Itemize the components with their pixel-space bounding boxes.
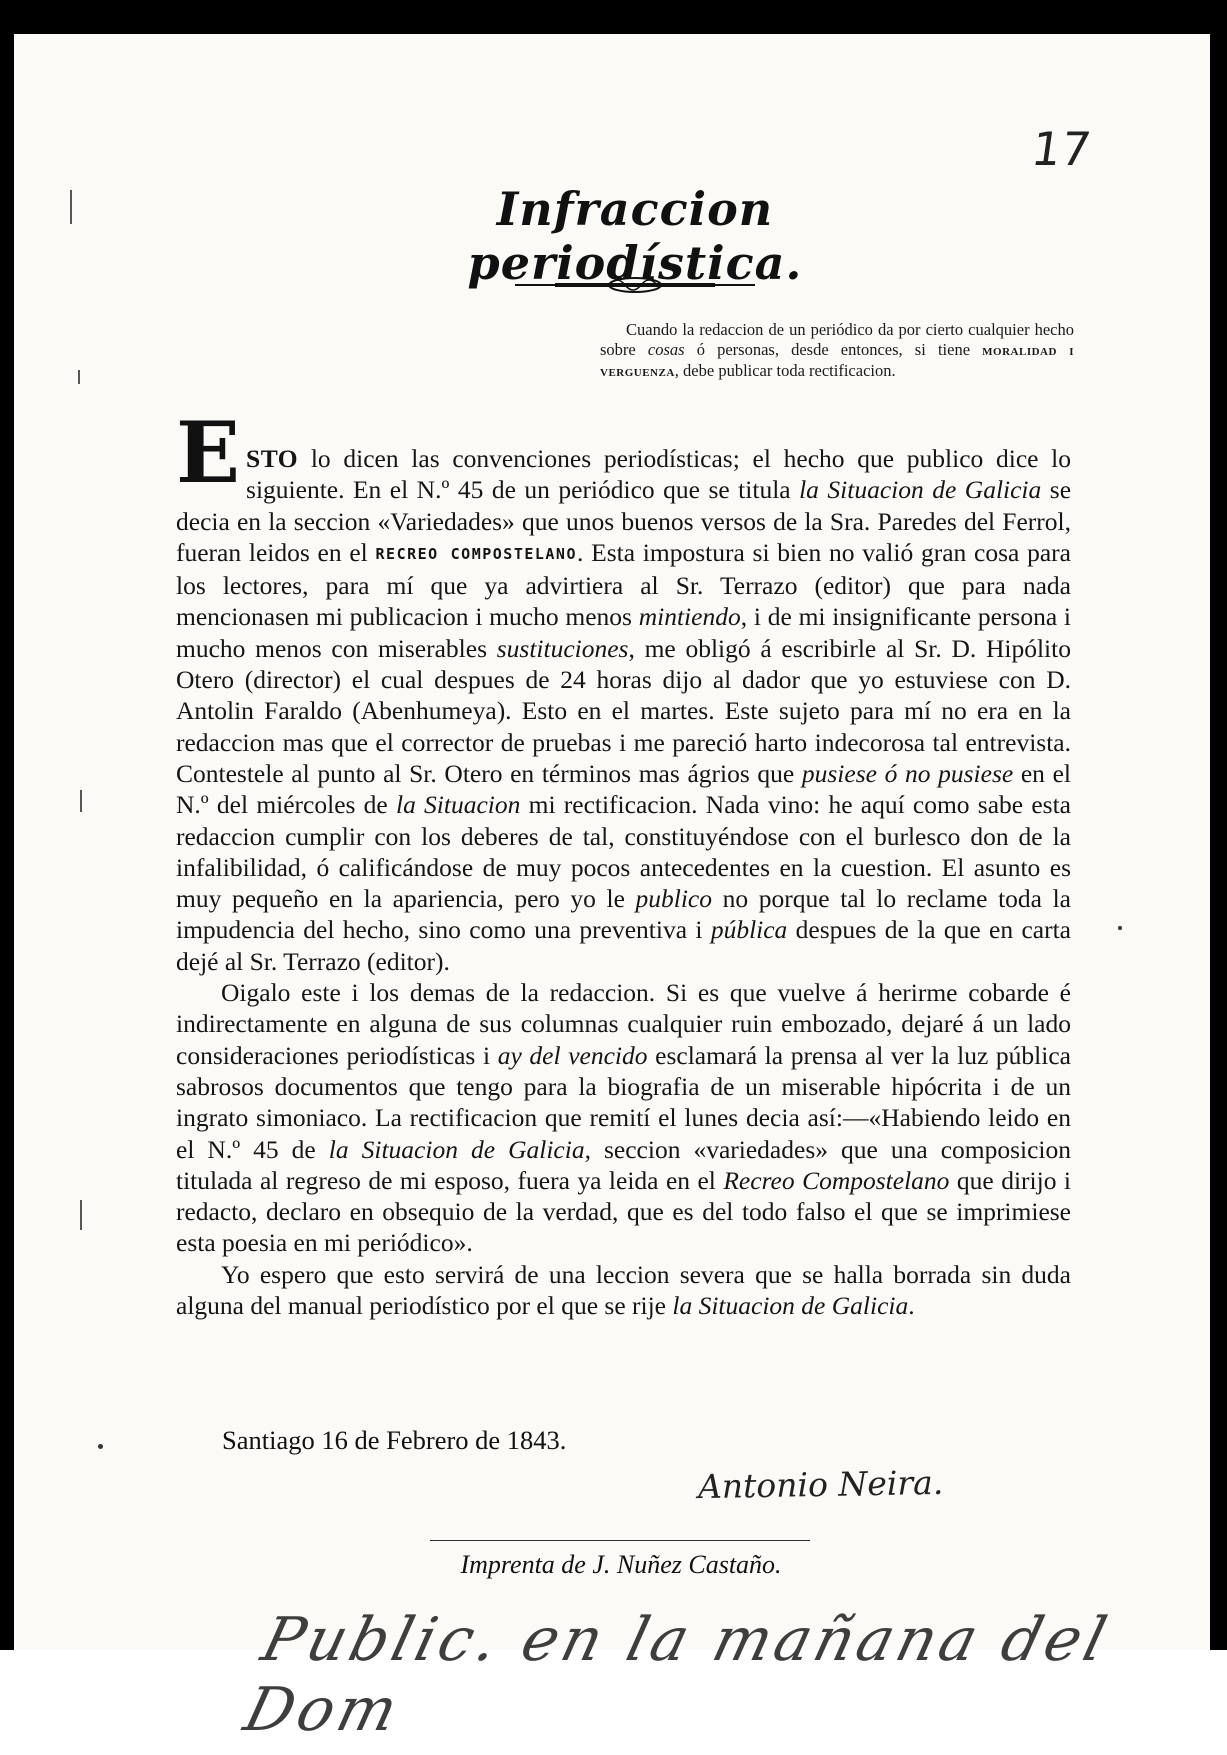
paragraph-3	[176, 1259, 1071, 1322]
body-text: no porque tal lo reclame toda la impudencia del hecho, sino como una preventiva i	[176, 884, 1071, 945]
body-text: , me obligó á escribirle al Sr. D. Hipólito Otero (director) el cual despues de 24 horas dijo al dador que yo estuviese con D. Antolin Faraldo (Abenhumeya). Esto en el martes. Este sujeto para mí no era en la redaccion mas que el corrector de pruebas i me pareció harto indecorosa tal entrevista. Contestele al punto al Sr. Otero en términos mas ágrios que	[176, 633, 1071, 788]
italic-text: mintiendo	[638, 602, 741, 632]
body-text: mi rectificacion. Nada vino: he aquí como sabe esta redaccion cumplir con los deberes de tal, constituyéndose con el burlesco don de la infalibilidad, ó calificándose de muy pocos antecedentes en la cuestion. El asunto es muy pequeño en la apariencia, pero yo le	[176, 790, 1071, 914]
lead-word: STO	[246, 444, 299, 473]
epigraph	[600, 320, 1074, 382]
body-text: se decia en la seccion «Variedades» que unos buenos versos de la Sra. Paredes del Ferrol, fueran leidos en el	[176, 475, 1072, 567]
drop-cap: E	[176, 403, 241, 502]
page-title: Infraccion periodística.	[467, 182, 803, 290]
scan-speck	[78, 370, 80, 384]
body-text: lo dicen las convenciones periodísticas; el hecho que publico dice lo siguiente. En el N.º 45 de un periódico que se titula	[246, 444, 1071, 505]
italic-text: la Situacion de Galicia	[799, 475, 1042, 505]
signature: Antonio Neira.	[697, 1462, 944, 1507]
italic-text: la Situacion de Galicia	[672, 1291, 909, 1321]
scan-speck	[1118, 926, 1122, 930]
italic-text: ay del vencido	[497, 1040, 648, 1070]
paragraph-2	[176, 977, 1071, 1259]
body-text: que dirijo i redacto, declaro en obsequio de la verdad, que es del todo falso el que se imprimiese esta poesia en mi periódico».	[176, 1165, 1072, 1258]
body-text: .	[908, 1291, 915, 1321]
epigraph-smallcaps: moralidad i verguenza	[600, 343, 1074, 380]
title-ornament-rule	[515, 270, 755, 300]
body-text: seccion «variedades» que una composicion titulada al regreso de mi esposo, fuera ya leida en el	[176, 1134, 1072, 1195]
place-date: Santiago 16 de Febrero de 1843.	[222, 1425, 567, 1455]
scan-speck	[98, 1444, 103, 1449]
folio-number: 17	[1028, 122, 1095, 176]
scan-left-edge	[0, 0, 14, 1755]
italic-text: la Situacion de Galicia,	[328, 1134, 591, 1164]
scan-speck	[70, 190, 72, 224]
body-text: esclamará la prensa al ver la luz pública sabrosos documentos que tengo para la biografia de un miserable hipócrita i de un ingrato simoniaco. La rectificacion que remití el lunes decia así:—«Habiendo leido en el N.º 45 de	[176, 1040, 1071, 1164]
epigraph-italic: cosas	[647, 340, 685, 359]
epigraph-text: , debe publicar toda rectificacion.	[674, 361, 896, 380]
italic-text: Recreo Compostelano	[723, 1165, 950, 1195]
publication-name: RECREO COMPOSTELANO	[375, 544, 577, 563]
italic-text: la Situacion	[395, 790, 521, 820]
italic-text: pública	[710, 915, 788, 945]
printer-imprint: Imprenta de J. Nuñez Castaño.	[460, 1550, 782, 1579]
body-text: Yo espero que esto servirá de una leccion severa que se halla borrada sin duda alguna del manual periodístico por el que se rije	[176, 1259, 1071, 1321]
article-body	[176, 403, 1072, 1321]
scan-speck	[80, 1200, 82, 1230]
italic-text: sustituciones	[496, 633, 629, 663]
imprint-rule	[430, 1540, 810, 1541]
italic-text: publico	[635, 884, 713, 914]
body-text: , i de mi insignificante persona i mucho menos con miserables	[176, 602, 1071, 663]
italic-text: pusiese ó no pusiese	[801, 758, 1014, 788]
epigraph-text: ó personas, desde entonces, si tiene	[684, 340, 983, 359]
body-text: Oigalo este i los demas de la redaccion. Si es que vuelve á herirme cobarde é indirectamente en alguna de sus columnas cualquier ruin embozado, dejaré á un lado consideraciones periodísticas i	[176, 978, 1071, 1070]
body-text: despues de la que en carta dejé al Sr. Terrazo (editor).	[176, 915, 1071, 976]
paragraph-1	[176, 403, 1072, 977]
body-text: . Esta impostura si bien no valió gran cosa para los lectores, para mí que ya advirtiera al Sr. Terrazo (editor) que para nada mencionasen mi publicacion i mucho menos	[176, 537, 1071, 632]
scan-speck	[80, 790, 82, 812]
epigraph-text: Cuando la redaccion de un periódico da por cierto cualquier hecho sobre	[600, 320, 1074, 359]
body-text: en el N.º del miércoles de	[176, 758, 1071, 820]
handwritten-note: Public. en la mañana del Dom	[237, 1605, 1117, 1745]
